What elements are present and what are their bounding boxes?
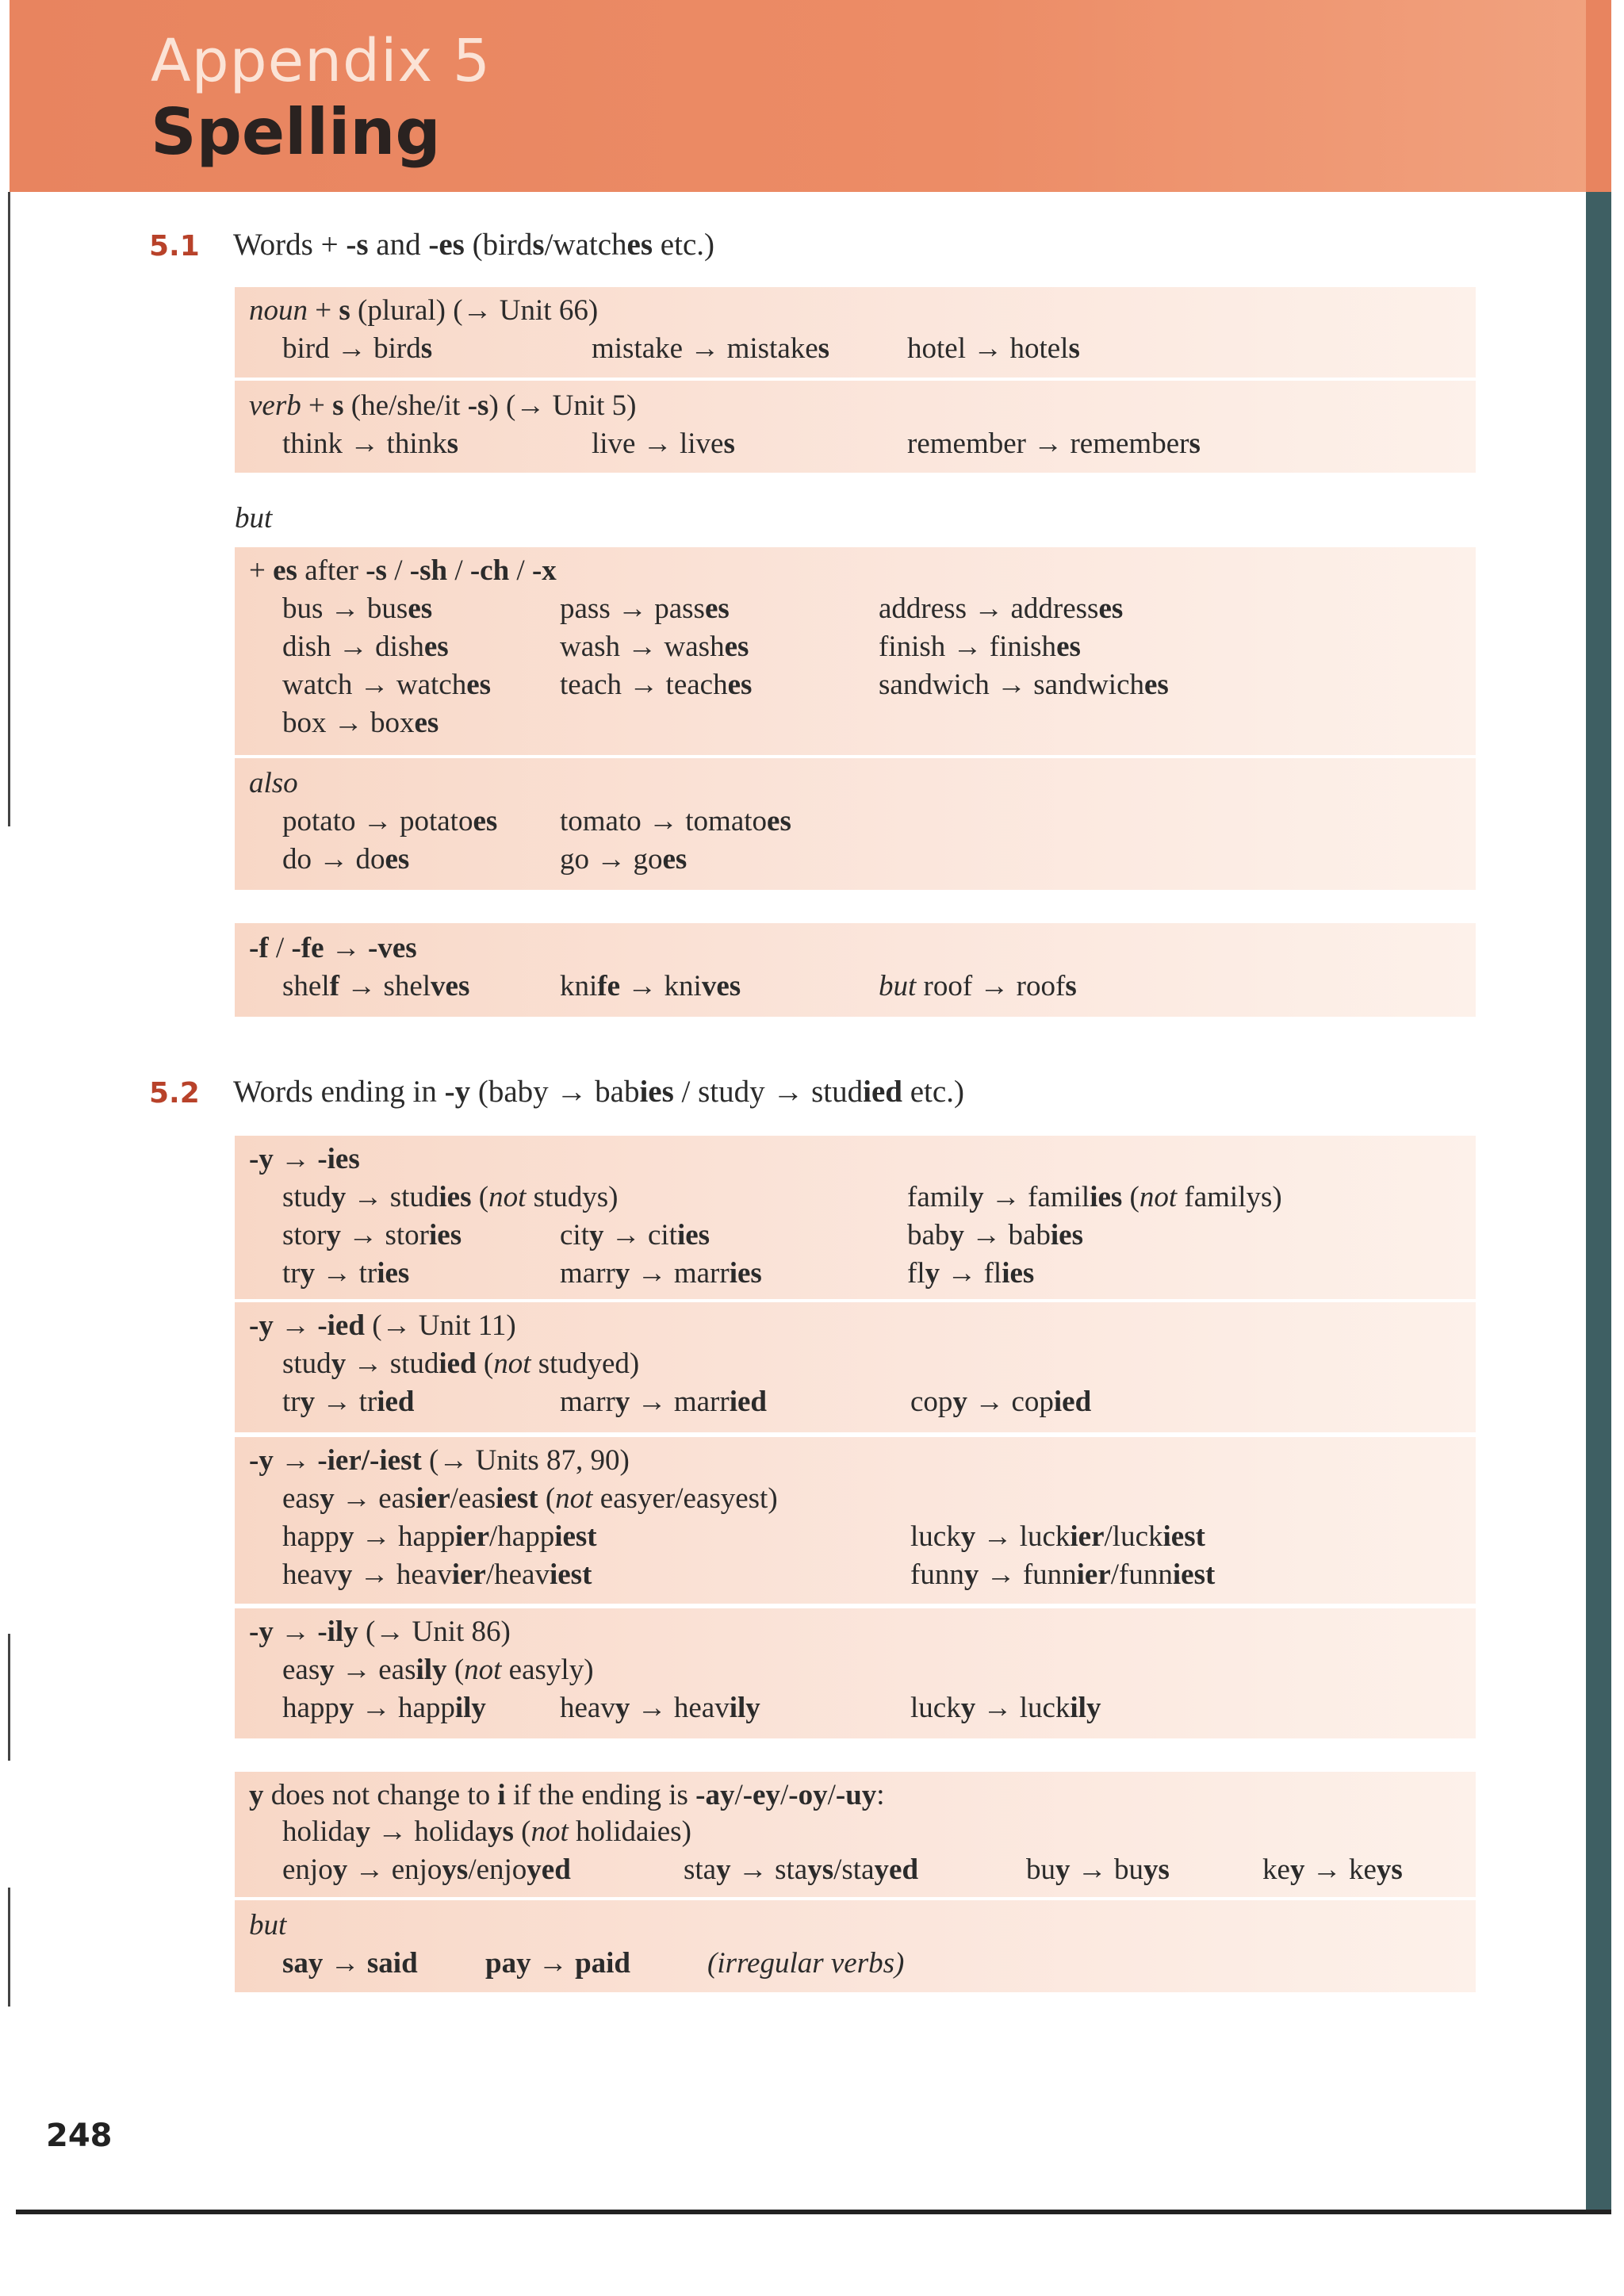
example: copy → copied	[910, 1386, 1092, 1418]
example: story → stories	[282, 1219, 462, 1251]
example: try → tried	[282, 1386, 415, 1418]
example: do → does	[282, 843, 410, 876]
example: address → addresses	[879, 592, 1124, 625]
rule-box-es	[235, 547, 1476, 755]
section-number: 5.2	[149, 1077, 200, 1110]
rule-heading: -y → -ies	[249, 1143, 360, 1175]
example: sandwich → sandwiches	[879, 669, 1169, 701]
left-edge-mark	[8, 192, 10, 826]
rule-box-no-change	[235, 1772, 1476, 1897]
rule-heading: noun + s (plural) (→ Unit 66)	[249, 294, 599, 327]
but-label: but	[235, 502, 273, 535]
rule-heading: -y → -ied (→ Unit 11)	[249, 1309, 516, 1342]
example: go → goes	[560, 843, 688, 876]
example: enjoy → enjoys/enjoyed	[282, 1853, 571, 1886]
example: bird → birds	[282, 332, 433, 365]
example: happy → happier/happiest	[282, 1520, 597, 1553]
example: think → thinks	[282, 427, 459, 460]
rule-box-ies	[235, 1136, 1476, 1299]
right-edge-bar	[1586, 0, 1611, 2213]
example: easy → easier/easiest (not easyer/easyest)	[282, 1482, 778, 1515]
right-edge-bar-top	[1586, 0, 1611, 192]
rule-box-verb	[235, 381, 1476, 473]
rule-heading: -y → -ily (→ Unit 86)	[249, 1616, 511, 1648]
example: say → said	[282, 1947, 418, 1980]
rule-heading: -y → -ier/-iest (→ Units 87, 90)	[249, 1444, 630, 1477]
rule-box-ily	[235, 1608, 1476, 1738]
rule-heading: + es after -s / -sh / -ch / -x	[249, 554, 557, 587]
example: knife → knives	[560, 970, 741, 1002]
appendix-label: Appendix 5	[151, 27, 491, 95]
example: study → studies (not studys)	[282, 1181, 619, 1213]
section-number: 5.1	[149, 230, 200, 263]
rule-box-ier-iest	[235, 1437, 1476, 1604]
example: holiday → holidays (not holidaies)	[282, 1815, 691, 1848]
rule-box-noun	[235, 287, 1476, 378]
irregular-note: (irregular verbs)	[707, 1947, 905, 1980]
section-title: Words + -s and -es (birds/watches etc.)	[233, 228, 714, 262]
example: tomato → tomatoes	[560, 805, 791, 838]
rule-heading: y does not change to i if the ending is -ay/-ey/-oy/-uy:	[249, 1779, 885, 1811]
also-label: also	[249, 767, 298, 799]
example: live → lives	[592, 427, 735, 460]
rule-heading: -f / -fe → -ves	[249, 932, 417, 964]
example: family → families (not familys)	[907, 1181, 1282, 1213]
left-edge-mark	[8, 1888, 10, 2007]
example: dish → dishes	[282, 631, 449, 663]
bottom-rule	[16, 2210, 1611, 2214]
example: potato → potatoes	[282, 805, 498, 838]
rule-box-also	[235, 758, 1476, 890]
example: happy → happily	[282, 1692, 486, 1724]
page-title: Spelling	[151, 95, 441, 169]
example: lucky → luckier/luckiest	[910, 1520, 1205, 1553]
example: wash → washes	[560, 631, 749, 663]
example: shelf → shelves	[282, 970, 470, 1002]
left-edge-mark	[8, 1634, 10, 1761]
example: marry → married	[560, 1386, 767, 1418]
example: watch → watches	[282, 669, 492, 701]
example: key → keys	[1262, 1853, 1403, 1886]
example: heavy → heavier/heaviest	[282, 1558, 592, 1591]
example: heavy → heavily	[560, 1692, 760, 1724]
rule-box-f-fe	[235, 923, 1476, 1017]
rule-box-ied	[235, 1302, 1476, 1432]
example: finish → finishes	[879, 631, 1081, 663]
example: fly → flies	[907, 1257, 1035, 1290]
rule-heading: verb + s (he/she/it -s) (→ Unit 5)	[249, 389, 637, 422]
example: mistake → mistakes	[592, 332, 830, 365]
example: box → boxes	[282, 707, 439, 739]
example: pass → passes	[560, 592, 730, 625]
example: but roof → roofs	[879, 970, 1077, 1002]
example: easy → easily (not easyly)	[282, 1654, 594, 1686]
example: try → tries	[282, 1257, 410, 1290]
example: pay → paid	[485, 1947, 631, 1980]
example: stay → stays/stayed	[684, 1853, 919, 1886]
rule-box-irregular	[235, 1900, 1476, 1992]
page-number: 248	[46, 2118, 113, 2154]
example: bus → buses	[282, 592, 433, 625]
section-title: Words ending in -y (baby → babies / study → studied etc.)	[233, 1075, 964, 1109]
example: hotel → hotels	[907, 332, 1080, 365]
example: teach → teaches	[560, 669, 753, 701]
example: funny → funnier/funniest	[910, 1558, 1216, 1591]
example: marry → marries	[560, 1257, 762, 1290]
example: buy → buys	[1026, 1853, 1170, 1886]
example: baby → babies	[907, 1219, 1083, 1251]
but-label: but	[249, 1909, 287, 1941]
page-header	[10, 0, 1595, 192]
example: remember → remembers	[907, 427, 1201, 460]
example: city → cities	[560, 1219, 710, 1251]
example: lucky → luckily	[910, 1692, 1101, 1724]
example: study → studied (not studyed)	[282, 1347, 640, 1380]
